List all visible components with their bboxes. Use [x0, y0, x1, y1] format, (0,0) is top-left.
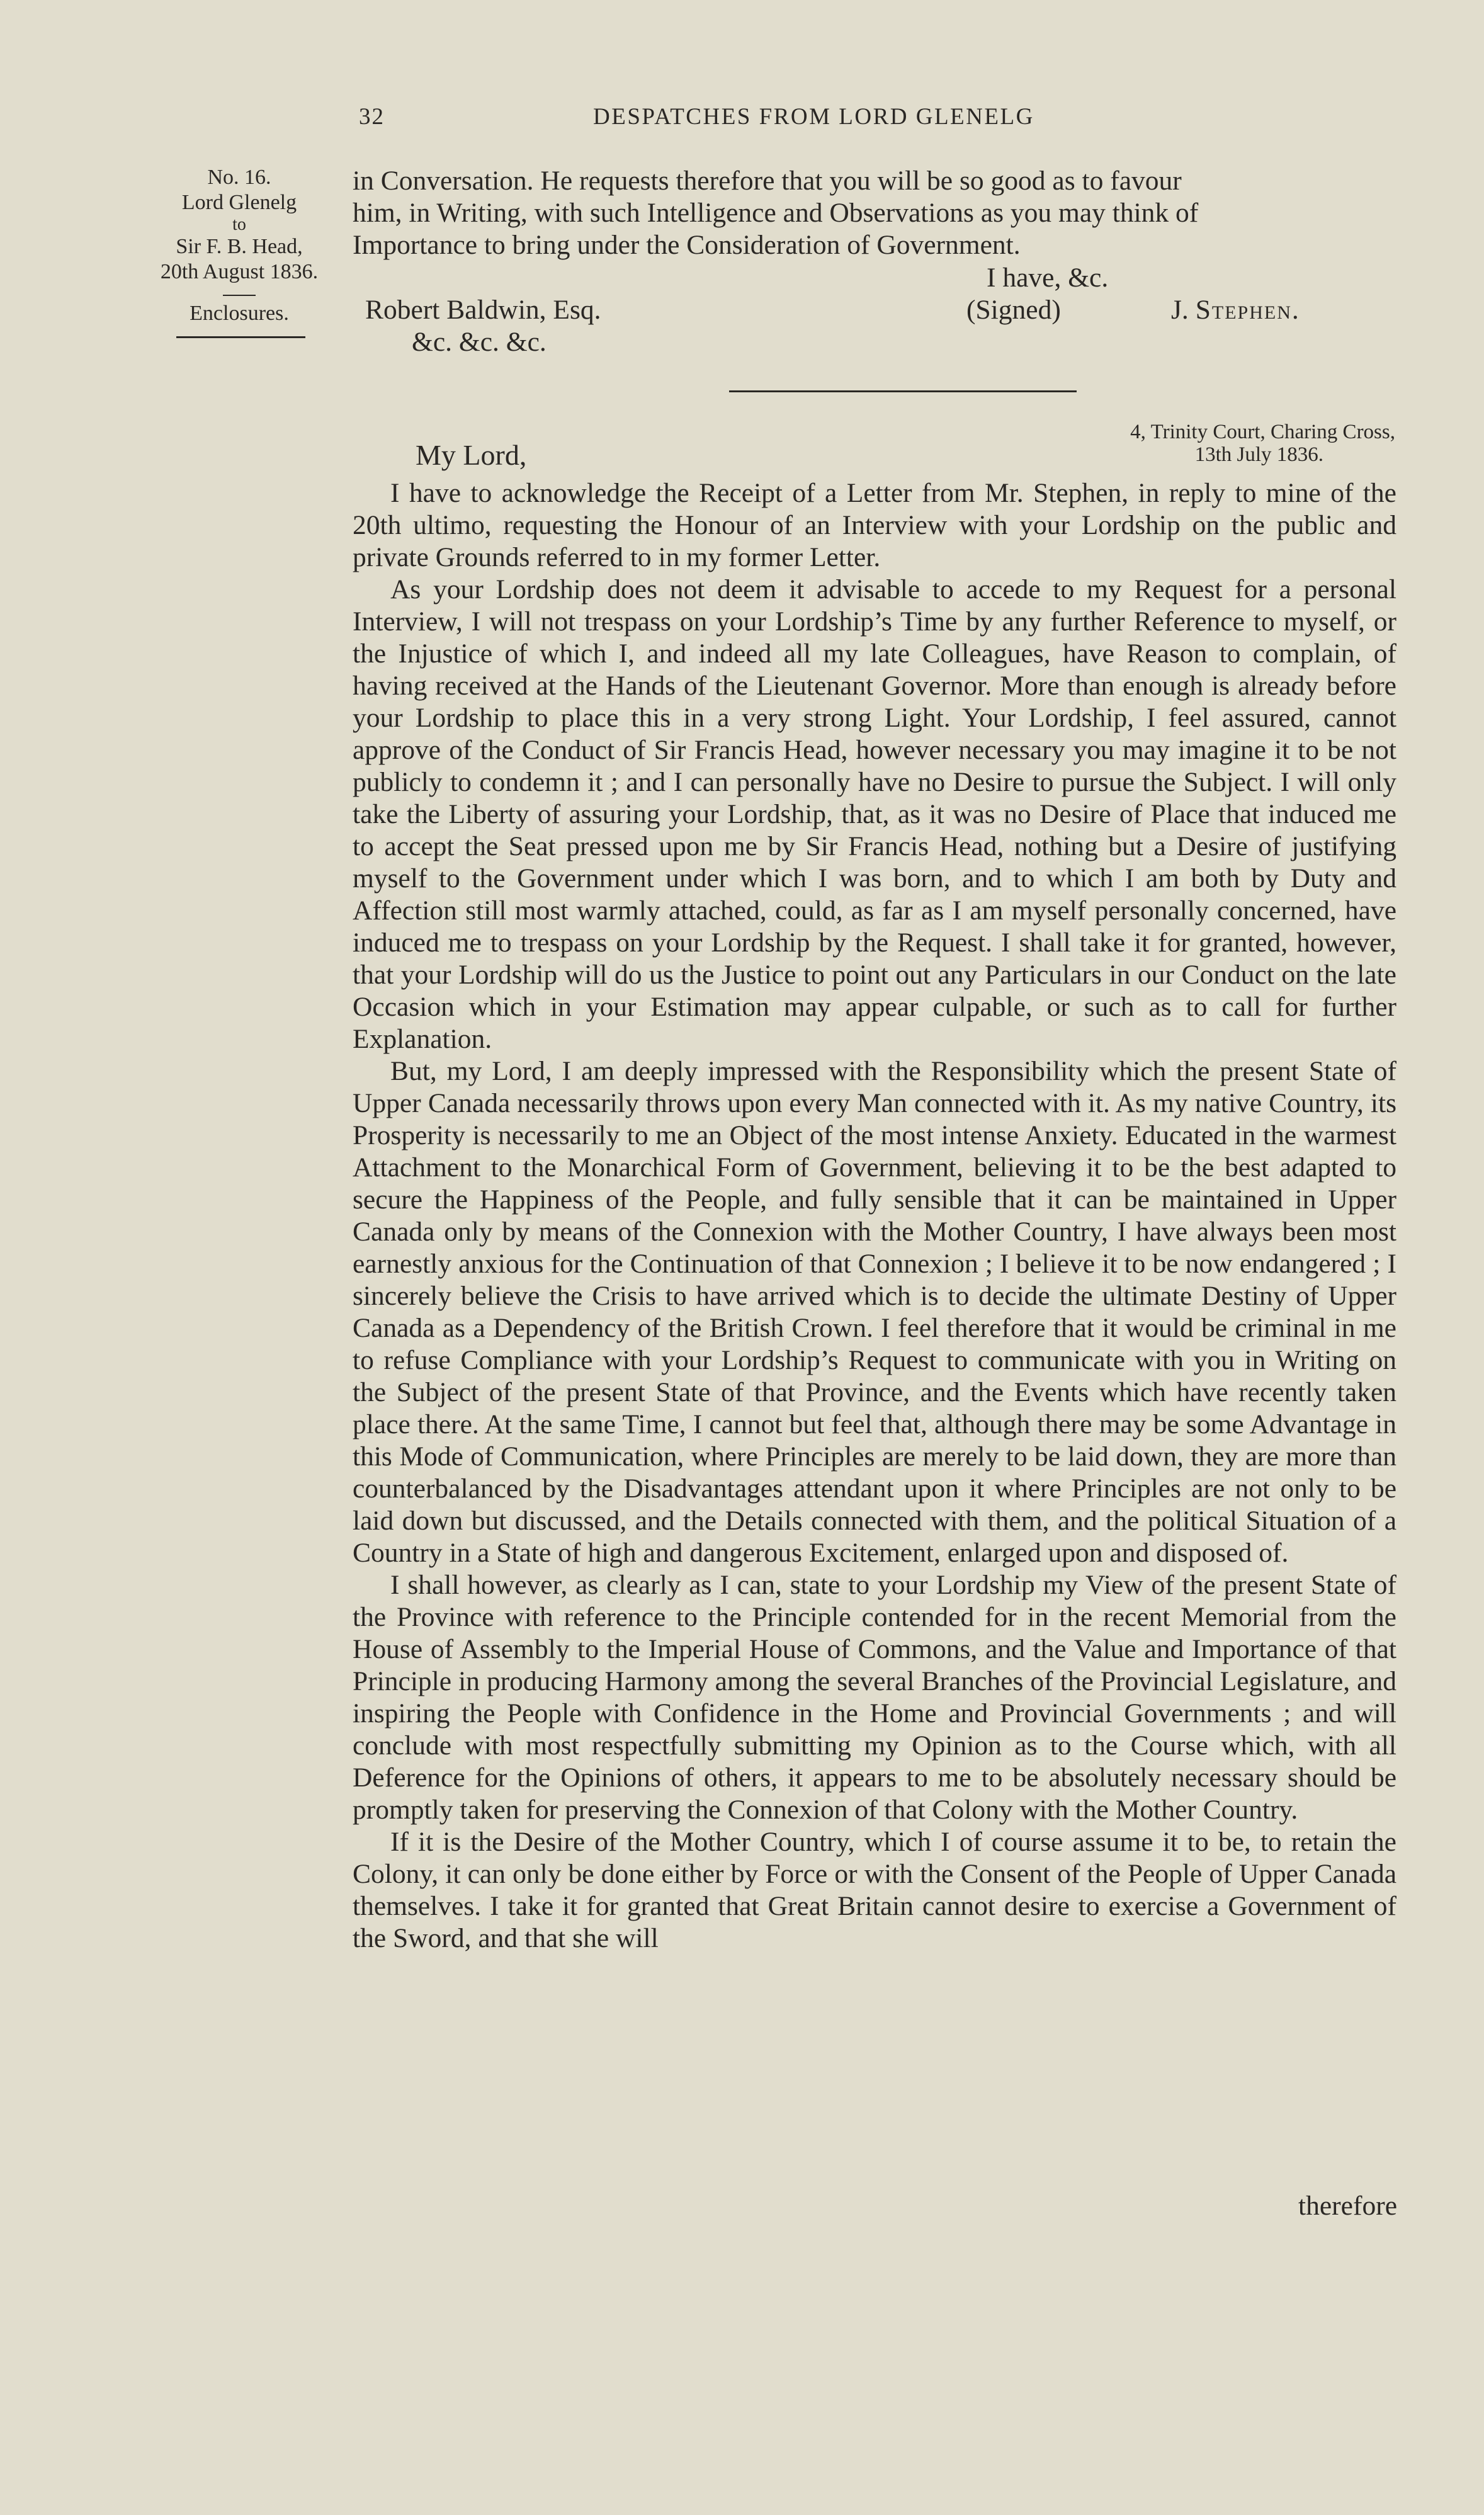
despatch-to-word: to [232, 215, 246, 234]
letter-address-block [944, 421, 1395, 466]
letter-paragraph: As your Lordship does not deem it advisable to accede to my Request for a personal Interview, I will not trespass on your Lordship’s Time by any further Reference to myself, or the Injustice of which I, and indeed all my late Colleagues, have Reason to complain, of having received at the Hands of the Lieutenant Governor. More than enough is already before your Lordship to place this in a very strong Light. Your Lordship, I feel assured, cannot approve of the Conduct of Sir Francis Head, however necessary you may imagine it to be not publicly to condemn it ; and I can personally have no Desire to pursue the Subject. I will only take the Liberty of assuring your Lordship, that, as it was no Desire of Place that induced me to accept the Seat pressed upon me by Sir Francis Head, nothing but a Desire of justifying myself to the Government under which I was born, and to which I am both by Duty and Affection still most warmly attached, could, as far as I am myself personally concerned, have induced me to trespass on your Lordship by the Request. I shall take it for granted, however, that your Lordship will do us the Justice to point out any Particulars in our Conduct on the late Occasion which in your Estimation may appear culpable, or such as to call for further Explanation. [353, 574, 1396, 1054]
letter-paragraph: I shall however, as clearly as I can, state to your Lordship my View of the present State of the Province with reference to the Principle contended for in the recent Memorial from the House of Assembly to the Imperial House of Commons, and the Value and Importance of that Principle in producing Harmony among the several Branches of the Provincial Legislature, and inspiring the People with Confidence in the Home and Provincial Governments ; and will conclude with most respectfully submitting my Opinion as to the Course which, with all Deference for the Opinions of others, it appears to me to be absolutely necessary should be promptly taken for preserving the Connexion of that Colony with the Mother Country. [353, 1570, 1396, 1825]
despatch-number: No. 16. [207, 166, 271, 189]
letter-paragraph: I have to acknowledge the Receipt of a Letter from Mr. Stephen, in reply to mine of the 20th ultimo, requesting the Honour of an Interview with your Lordship on the public and private Grounds referred to in my former Letter. [353, 478, 1396, 572]
closing-formula: I have, &c. [987, 263, 1109, 293]
opening-line: him, in Writing, with such Intelligence and Observations as you may think of [353, 198, 1199, 228]
enclosures-label: Enclosures. [190, 302, 289, 325]
page-header [353, 99, 1398, 144]
etc-line: &c. &c. &c. [412, 327, 547, 357]
letter-paragraph: If it is the Desire of the Mother Country, which I of course assume it to be, to retain the Colony, it can only be done either by Force or with the Consent of the People of Upper Canada themselves. I take it for granted that Great Britain cannot desire to exercise a Government of the Sword, and that she will [353, 1827, 1396, 1953]
margin-note [139, 165, 340, 338]
letter-address: 4, Trinity Court, Charing Cross, [1130, 421, 1395, 443]
despatch-sender: Lord Glenelg [181, 191, 297, 214]
opening-lines [353, 165, 1396, 261]
running-title: DESPATCHES FROM LORD GLENELG [593, 104, 1034, 130]
despatch-recipient: Sir F. B. Head, [176, 235, 303, 258]
signer-initial: J. [1171, 295, 1189, 325]
addressee: Robert Baldwin, Esq. [365, 295, 601, 325]
catchword: therefore [1298, 2191, 1397, 2221]
margin-rule [176, 336, 305, 338]
signer-surname: Stephen. [1195, 295, 1300, 325]
salutation: My Lord, [416, 439, 527, 471]
opening-line: Importance to bring under the Consideration of Government. [353, 230, 1021, 260]
signed-label: (Signed) [966, 295, 1061, 325]
letter-date: 13th July 1836. [1194, 443, 1323, 466]
opening-line: in Conversation. He requests therefore that you will be so good as to favour [353, 166, 1182, 196]
letter-paragraph: But, my Lord, I am deeply impressed with the Responsibility which the present State of Upper Canada necessarily throws upon every Man connected with it. As my native Country, its Prosperity is necessarily to me an Object of the most intense Anxiety. Educated in the warmest Attachment to the Monarchical Form of Government, believing it to be the best adapted to secure the Happiness of the People, and fully sensible that it can be maintained in Upper Canada only by means of the Connexion with the Mother Country, I have always been most earnestly anxious for the Continuation of that Connexion ; I believe it to be now endangered ; I sincerely believe the Crisis to have arrived which is to decide the ultimate Destiny of Upper Canada as a Dependency of the British Crown. I feel therefore that it would be criminal in me to refuse Compliance with your Lordship’s Request to communicate with you in Writing on the Subject of the present State of that Province, and the Events which have recently taken place there. At the same Time, I cannot but feel that, although there may be some Advantage in this Mode of Communication, where Principles are merely to be laid down, they are more than counterbalanced by the Disadvantages attendant upon it where Principles are not only to be laid down but discussed, and the Details connected with them, and the political Situation of a Country in a State of high and dangerous Excitement, enlarged upon and disposed of. [353, 1056, 1396, 1568]
margin-dash [223, 295, 256, 296]
letter-body [353, 477, 1396, 1955]
signer [1171, 294, 1300, 326]
section-divider [729, 390, 1077, 392]
despatch-date: 20th August 1836. [160, 260, 319, 283]
page-number: 32 [359, 104, 385, 130]
